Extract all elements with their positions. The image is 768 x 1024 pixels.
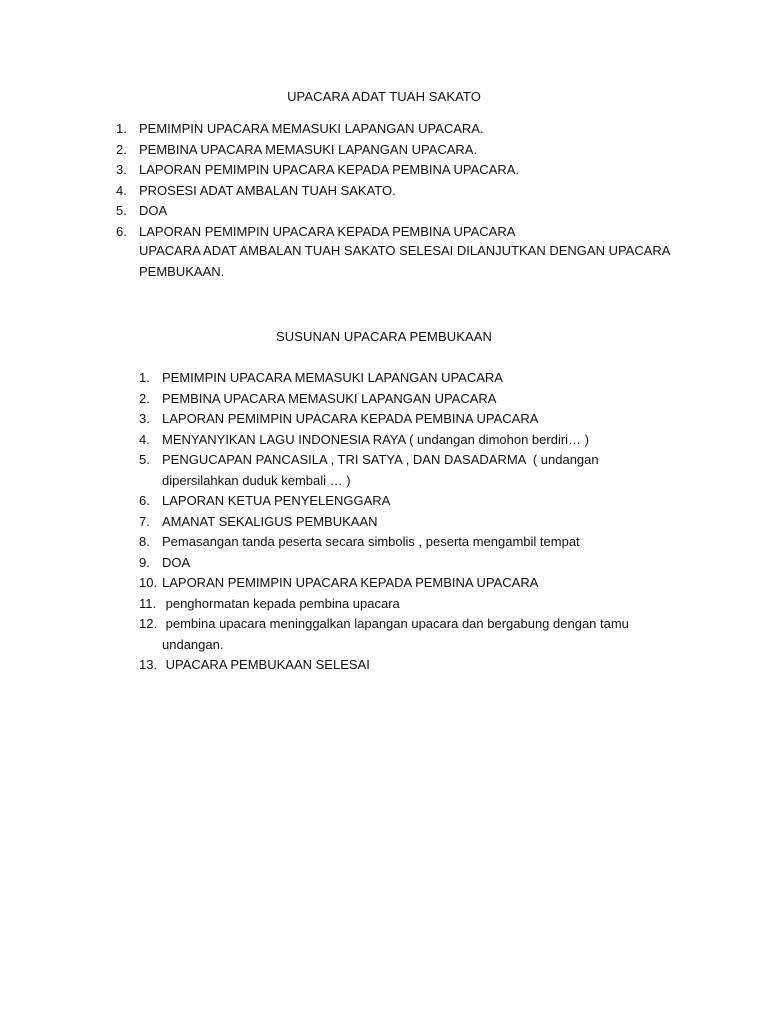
list-item-text: PEMIMPIN UPACARA MEMASUKI LAPANGAN UPACARA. xyxy=(139,121,484,136)
list-item-number: 2. xyxy=(116,141,127,157)
list-item-number: 4. xyxy=(116,182,127,198)
section1-title: UPACARA ADAT TUAH SAKATO xyxy=(287,89,481,104)
list-item-number: 11. xyxy=(139,595,157,611)
list-item-text: DOA xyxy=(139,203,168,218)
list-item-text: LAPORAN PEMIMPIN UPACARA KEPADA PEMBINA UPACARA. xyxy=(139,162,519,177)
section2-list-item xyxy=(139,614,719,655)
list-item-text: dipersilahkan duduk kembali … ) xyxy=(162,472,351,488)
section2-list-item xyxy=(139,368,719,389)
list-item-number: 12. xyxy=(139,616,158,631)
section2-list-item xyxy=(139,573,719,594)
section2-list-item xyxy=(139,594,719,615)
list-item-number: 2. xyxy=(139,390,150,406)
section1-continuation-line-2: PEMBUKAAN. xyxy=(139,264,225,279)
section2-list-item xyxy=(139,491,719,512)
list-item-text: Pemasangan tanda peserta secara simbolis , peserta mengambil tempat xyxy=(162,534,580,549)
list-item-number: 4. xyxy=(139,431,150,447)
section1-list-item xyxy=(116,181,716,202)
section2-list-item xyxy=(139,655,719,676)
list-item-text: DOA xyxy=(162,554,191,570)
list-item-number: 13. xyxy=(139,657,158,672)
section2-list-item xyxy=(139,532,719,553)
list-item-text: LAPORAN KETUA PENYELENGGARA xyxy=(162,493,391,508)
list-item-number: 7. xyxy=(139,513,150,529)
list-item-text: LAPORAN PEMIMPIN UPACARA KEPADA PEMBINA UPACARA xyxy=(162,411,539,426)
list-item-text: PEMBINA UPACARA MEMASUKI LAPANGAN UPACARA xyxy=(162,390,497,406)
list-item-text: MENYANYIKAN LAGU INDONESIA RAYA ( undangan dimohon berdiri… ) xyxy=(162,431,590,447)
list-item-number: 6. xyxy=(116,223,127,239)
list-item-number: 8. xyxy=(139,534,150,549)
section2-list-item xyxy=(139,512,719,533)
section1-list-item xyxy=(116,140,716,161)
list-item-number: 6. xyxy=(139,493,150,508)
list-item-number: 3. xyxy=(116,162,127,177)
list-item-number: 1. xyxy=(139,370,150,385)
section2-list-item xyxy=(139,389,719,410)
list-item-text: UPACARA PEMBUKAAN SELESAI xyxy=(162,657,370,672)
list-item-number: 5. xyxy=(139,452,150,467)
list-item-number: 9. xyxy=(139,554,150,570)
list-item-text: PENGUCAPAN PANCASILA , TRI SATYA , DAN DASADARMA ( undangan xyxy=(162,452,599,467)
list-item-text: pembina upacara meninggalkan lapangan upacara dan bergabung dengan tamu xyxy=(162,616,629,631)
section2-list-item xyxy=(139,450,719,491)
list-item-number: 5. xyxy=(116,203,127,218)
section1-list-item xyxy=(116,201,716,222)
section1-continuation-line-1: UPACARA ADAT AMBALAN TUAH SAKATO SELESAI DILANJUTKAN DENGAN UPACARA xyxy=(139,243,671,258)
section1-list xyxy=(116,119,716,242)
list-item-text: LAPORAN PEMIMPIN UPACARA KEPADA PEMBINA UPACARA xyxy=(139,223,516,239)
list-item-number: 1. xyxy=(116,121,127,136)
section2-list xyxy=(139,368,719,676)
list-item-text: penghormatan kepada pembina upacara xyxy=(162,595,400,611)
section1-list-item xyxy=(116,160,716,181)
list-item-text: PEMBINA UPACARA MEMASUKI LAPANGAN UPACARA. xyxy=(139,141,478,157)
list-item-text: undangan. xyxy=(162,636,224,652)
section2-list-item xyxy=(139,553,719,574)
list-item-number: 10. xyxy=(139,575,158,590)
section1-list-item xyxy=(116,222,716,243)
list-item-text: PEMIMPIN UPACARA MEMASUKI LAPANGAN UPACARA xyxy=(162,370,503,385)
section1-list-item xyxy=(116,119,716,140)
list-item-text: AMANAT SEKALIGUS PEMBUKAAN xyxy=(162,513,378,529)
list-item-text: LAPORAN PEMIMPIN UPACARA KEPADA PEMBINA UPACARA xyxy=(162,575,539,590)
section2-title: SUSUNAN UPACARA PEMBUKAAN xyxy=(275,329,493,344)
list-item-number: 3. xyxy=(139,411,150,426)
section2-list-item xyxy=(139,430,719,451)
list-item-text: PROSESI ADAT AMBALAN TUAH SAKATO. xyxy=(139,182,396,198)
section2-list-item xyxy=(139,409,719,430)
